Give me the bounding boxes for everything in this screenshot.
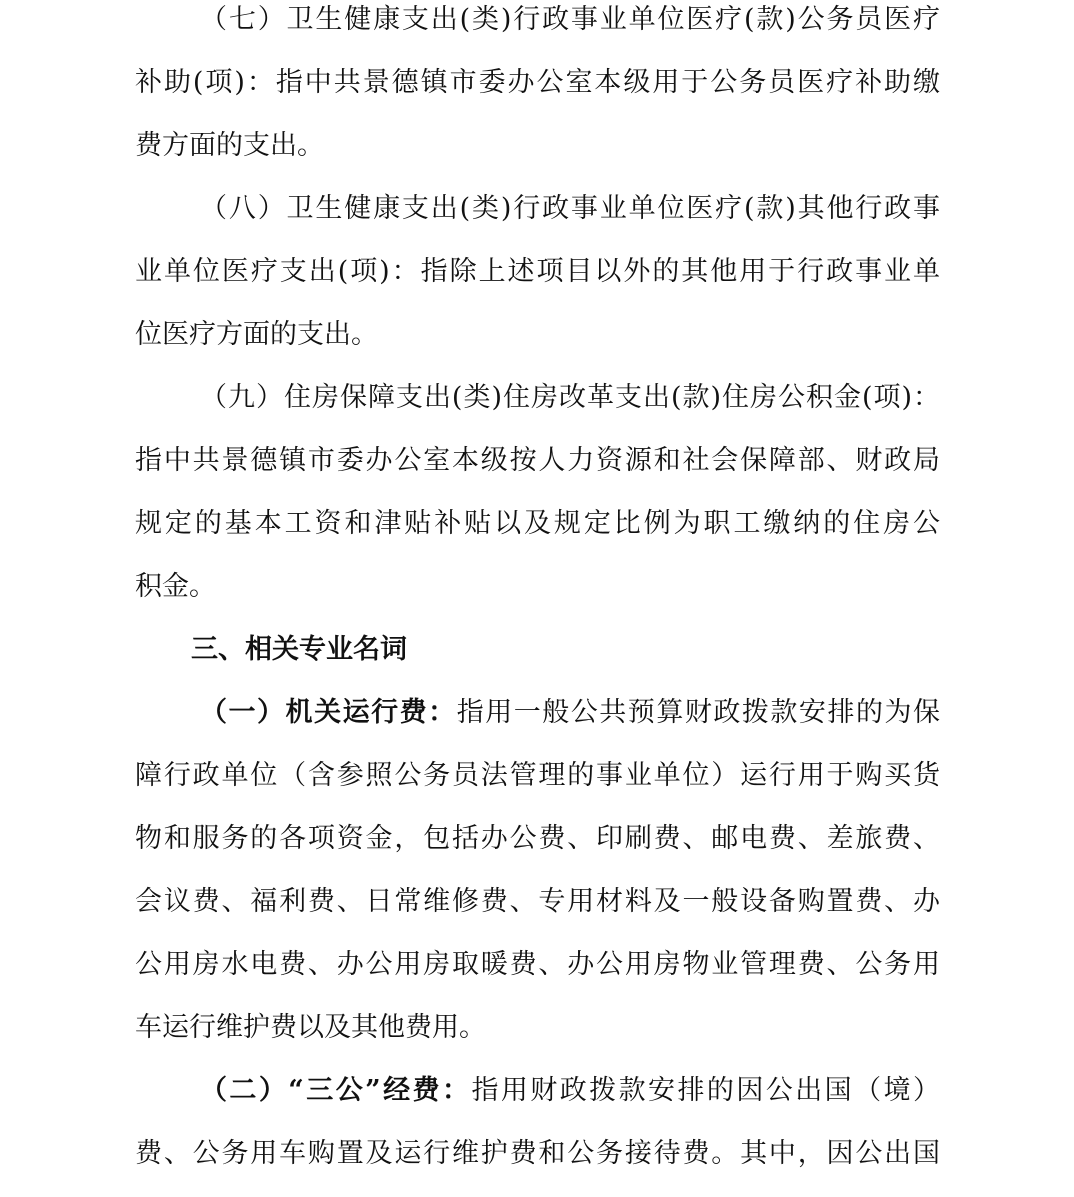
text-line — [135, 252, 940, 315]
paragraph — [135, 693, 940, 1071]
document-page — [135, 0, 940, 1197]
line-text: 公用房水电费、办公用房取暖费、办公用房物业管理费、公务用 — [135, 949, 940, 980]
text-line — [135, 819, 940, 882]
line-text: 费、公务用车购置及运行维护费和公务接待费。其中，因公出国 — [135, 1138, 940, 1169]
term-label: （二）“三公”经费： — [200, 1075, 472, 1106]
text-line — [135, 1008, 940, 1071]
text-line — [135, 567, 940, 630]
line-text: （七）卫生健康支出(类)行政事业单位医疗(款)公务员医疗 — [200, 4, 940, 35]
line-text: 指中共景德镇市委办公室本级按人力资源和社会保障部、财政局 — [135, 445, 940, 476]
line-text: 指用一般公共预算财政拨款安排的为保 — [456, 697, 941, 728]
line-text: 会议费、福利费、日常维修费、专用材料及一般设备购置费、办 — [135, 886, 940, 917]
line-text: （八）卫生健康支出(类)行政事业单位医疗(款)其他行政事 — [200, 193, 940, 224]
line-text: 位医疗方面的支出。 — [135, 319, 378, 350]
line-text: 费方面的支出。 — [135, 130, 324, 161]
line-text: 规定的基本工资和津贴补贴以及规定比例为职工缴纳的住房公 — [135, 508, 940, 539]
text-line — [135, 756, 940, 819]
text-line — [200, 1071, 940, 1134]
text-line — [135, 945, 940, 1008]
paragraph — [135, 378, 940, 630]
text-line — [135, 315, 940, 378]
text-line — [200, 0, 940, 63]
text-line — [135, 63, 940, 126]
text-line — [135, 504, 940, 567]
text-line — [200, 189, 940, 252]
text-line — [135, 882, 940, 945]
line-text: 车运行维护费以及其他费用。 — [135, 1012, 486, 1043]
line-text: 指用财政拨款安排的因公出国（境） — [471, 1075, 940, 1106]
paragraph — [135, 1071, 940, 1197]
paragraph — [135, 0, 940, 189]
text-line — [135, 441, 940, 504]
term-label: （一）机关运行费： — [200, 697, 457, 728]
text-line — [200, 693, 940, 756]
section-heading: 三、相关专业名词 — [191, 634, 407, 665]
line-text: 物和服务的各项资金，包括办公费、印刷费、邮电费、差旅费、 — [135, 823, 940, 854]
text-line — [135, 126, 940, 189]
paragraph — [135, 189, 940, 378]
text-line — [200, 378, 940, 441]
line-text: 业单位医疗支出(项)：指除上述项目以外的其他用于行政事业单 — [135, 256, 940, 287]
text-line — [135, 1134, 940, 1197]
line-text: 障行政单位（含参照公务员法管理的事业单位）运行用于购买货 — [135, 760, 940, 791]
line-text: 积金。 — [135, 571, 216, 602]
line-text: （九）住房保障支出(类)住房改革支出(款)住房公积金(项)： — [200, 382, 940, 413]
line-text: 补助(项)：指中共景德镇市委办公室本级用于公务员医疗补助缴 — [135, 67, 940, 98]
